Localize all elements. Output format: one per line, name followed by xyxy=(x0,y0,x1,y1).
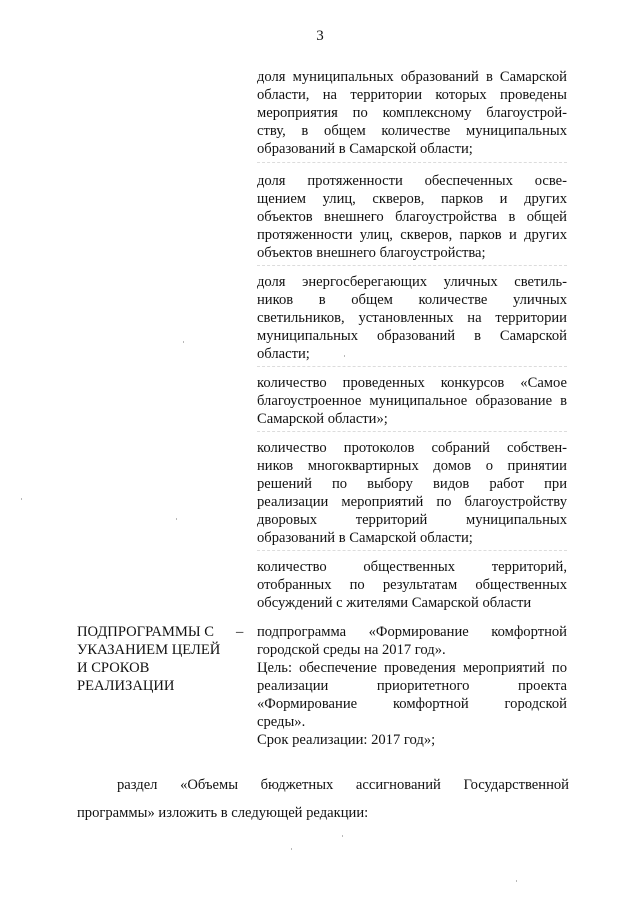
text-line: количество общественных территорий, xyxy=(257,559,567,575)
text-line: решений по выбору видов работ при xyxy=(257,476,567,492)
text-line: благоустроенное муниципальное образование в xyxy=(257,393,567,409)
scan-speck xyxy=(344,355,345,357)
closing-paragraph xyxy=(77,771,569,827)
text-line: образований в Самарской области; xyxy=(257,530,473,546)
text-line: подпрограмма «Формирование комфортной xyxy=(257,624,567,640)
page-number: 3 xyxy=(316,28,324,44)
text-line: «Формирование комфортной городской xyxy=(257,696,567,712)
text-line: протяженности улиц, скверов, парков и других xyxy=(257,227,567,243)
indicator-share-municipalities xyxy=(257,68,567,158)
subprograms-content xyxy=(257,623,567,749)
text-line: раздел «Объемы бюджетных ассигнований Государственной xyxy=(117,777,569,793)
text-line: реализации приоритетного проекта xyxy=(257,678,567,694)
text-line: области; xyxy=(257,346,310,362)
indicator-public-territories-count xyxy=(257,558,567,612)
heading-dash: – xyxy=(236,624,244,640)
scan-speck xyxy=(516,880,517,882)
text-line: отобранных по результатам общественных xyxy=(257,577,567,593)
text-line: ников многоквартирных домов о принятии xyxy=(257,458,567,474)
text-line: муниципальных образований в Самарской xyxy=(257,328,567,344)
table-divider xyxy=(257,366,567,367)
table-divider xyxy=(257,162,567,163)
indicator-share-lighted-streets xyxy=(257,172,567,262)
text-line: Самарской области»; xyxy=(257,411,388,427)
subprograms-heading xyxy=(77,623,237,695)
table-divider xyxy=(257,550,567,551)
text-line: светильников, установленных на территории xyxy=(257,310,567,326)
text-line: Срок реализации: 2017 год»; xyxy=(257,732,436,748)
text-line: программы» изложить в следующей редакции: xyxy=(77,805,369,821)
indicator-contests-count xyxy=(257,374,567,428)
text-line: обсуждений с жителями Самарской области xyxy=(257,595,532,611)
heading-line: ПОДПРОГРАММЫ С xyxy=(77,624,214,640)
text-line: среды». xyxy=(257,714,306,730)
scan-speck xyxy=(176,518,177,520)
text-line: количество протоколов собраний собствен- xyxy=(257,440,567,456)
scan-speck xyxy=(183,341,184,343)
text-line: ников в общем количестве уличных xyxy=(257,292,567,308)
text-line: щением улиц, скверов, парков и других xyxy=(257,191,567,207)
text-line: образований в Самарской области; xyxy=(257,141,473,157)
text-line: доля муниципальных образований в Самарской xyxy=(257,69,567,85)
indicator-share-energy-saving-lamps xyxy=(257,273,567,363)
text-line: Цель: обеспечение проведения мероприятий по xyxy=(257,660,567,676)
text-line: доля протяженности обеспеченных осве- xyxy=(257,173,567,189)
text-line: ству, в общем количестве муниципальных xyxy=(257,123,567,139)
scan-speck xyxy=(342,835,343,837)
heading-line: И СРОКОВ xyxy=(77,660,150,676)
table-divider xyxy=(257,265,567,266)
table-divider xyxy=(257,431,567,432)
text-line: области, на территории которых проведены xyxy=(257,87,567,103)
text-line: дворовых территорий муниципальных xyxy=(257,512,567,528)
heading-line: УКАЗАНИЕМ ЦЕЛЕЙ xyxy=(77,642,221,658)
indicator-owner-meetings-count xyxy=(257,439,567,547)
heading-line: РЕАЛИЗАЦИИ xyxy=(77,678,175,694)
scan-speck xyxy=(291,848,292,850)
text-line: городской среды на 2017 год». xyxy=(257,642,446,658)
text-line: объектов внешнего благоустройства в общей xyxy=(257,209,567,225)
text-line: доля энергосберегающих уличных светиль- xyxy=(257,274,567,290)
text-line: мероприятия по комплексному благоустрой- xyxy=(257,105,567,121)
text-line: объектов внешнего благоустройства; xyxy=(257,245,486,261)
text-line: реализации мероприятий по благоустройству xyxy=(257,494,567,510)
text-line: количество проведенных конкурсов «Самое xyxy=(257,375,567,391)
scan-speck xyxy=(21,498,22,500)
